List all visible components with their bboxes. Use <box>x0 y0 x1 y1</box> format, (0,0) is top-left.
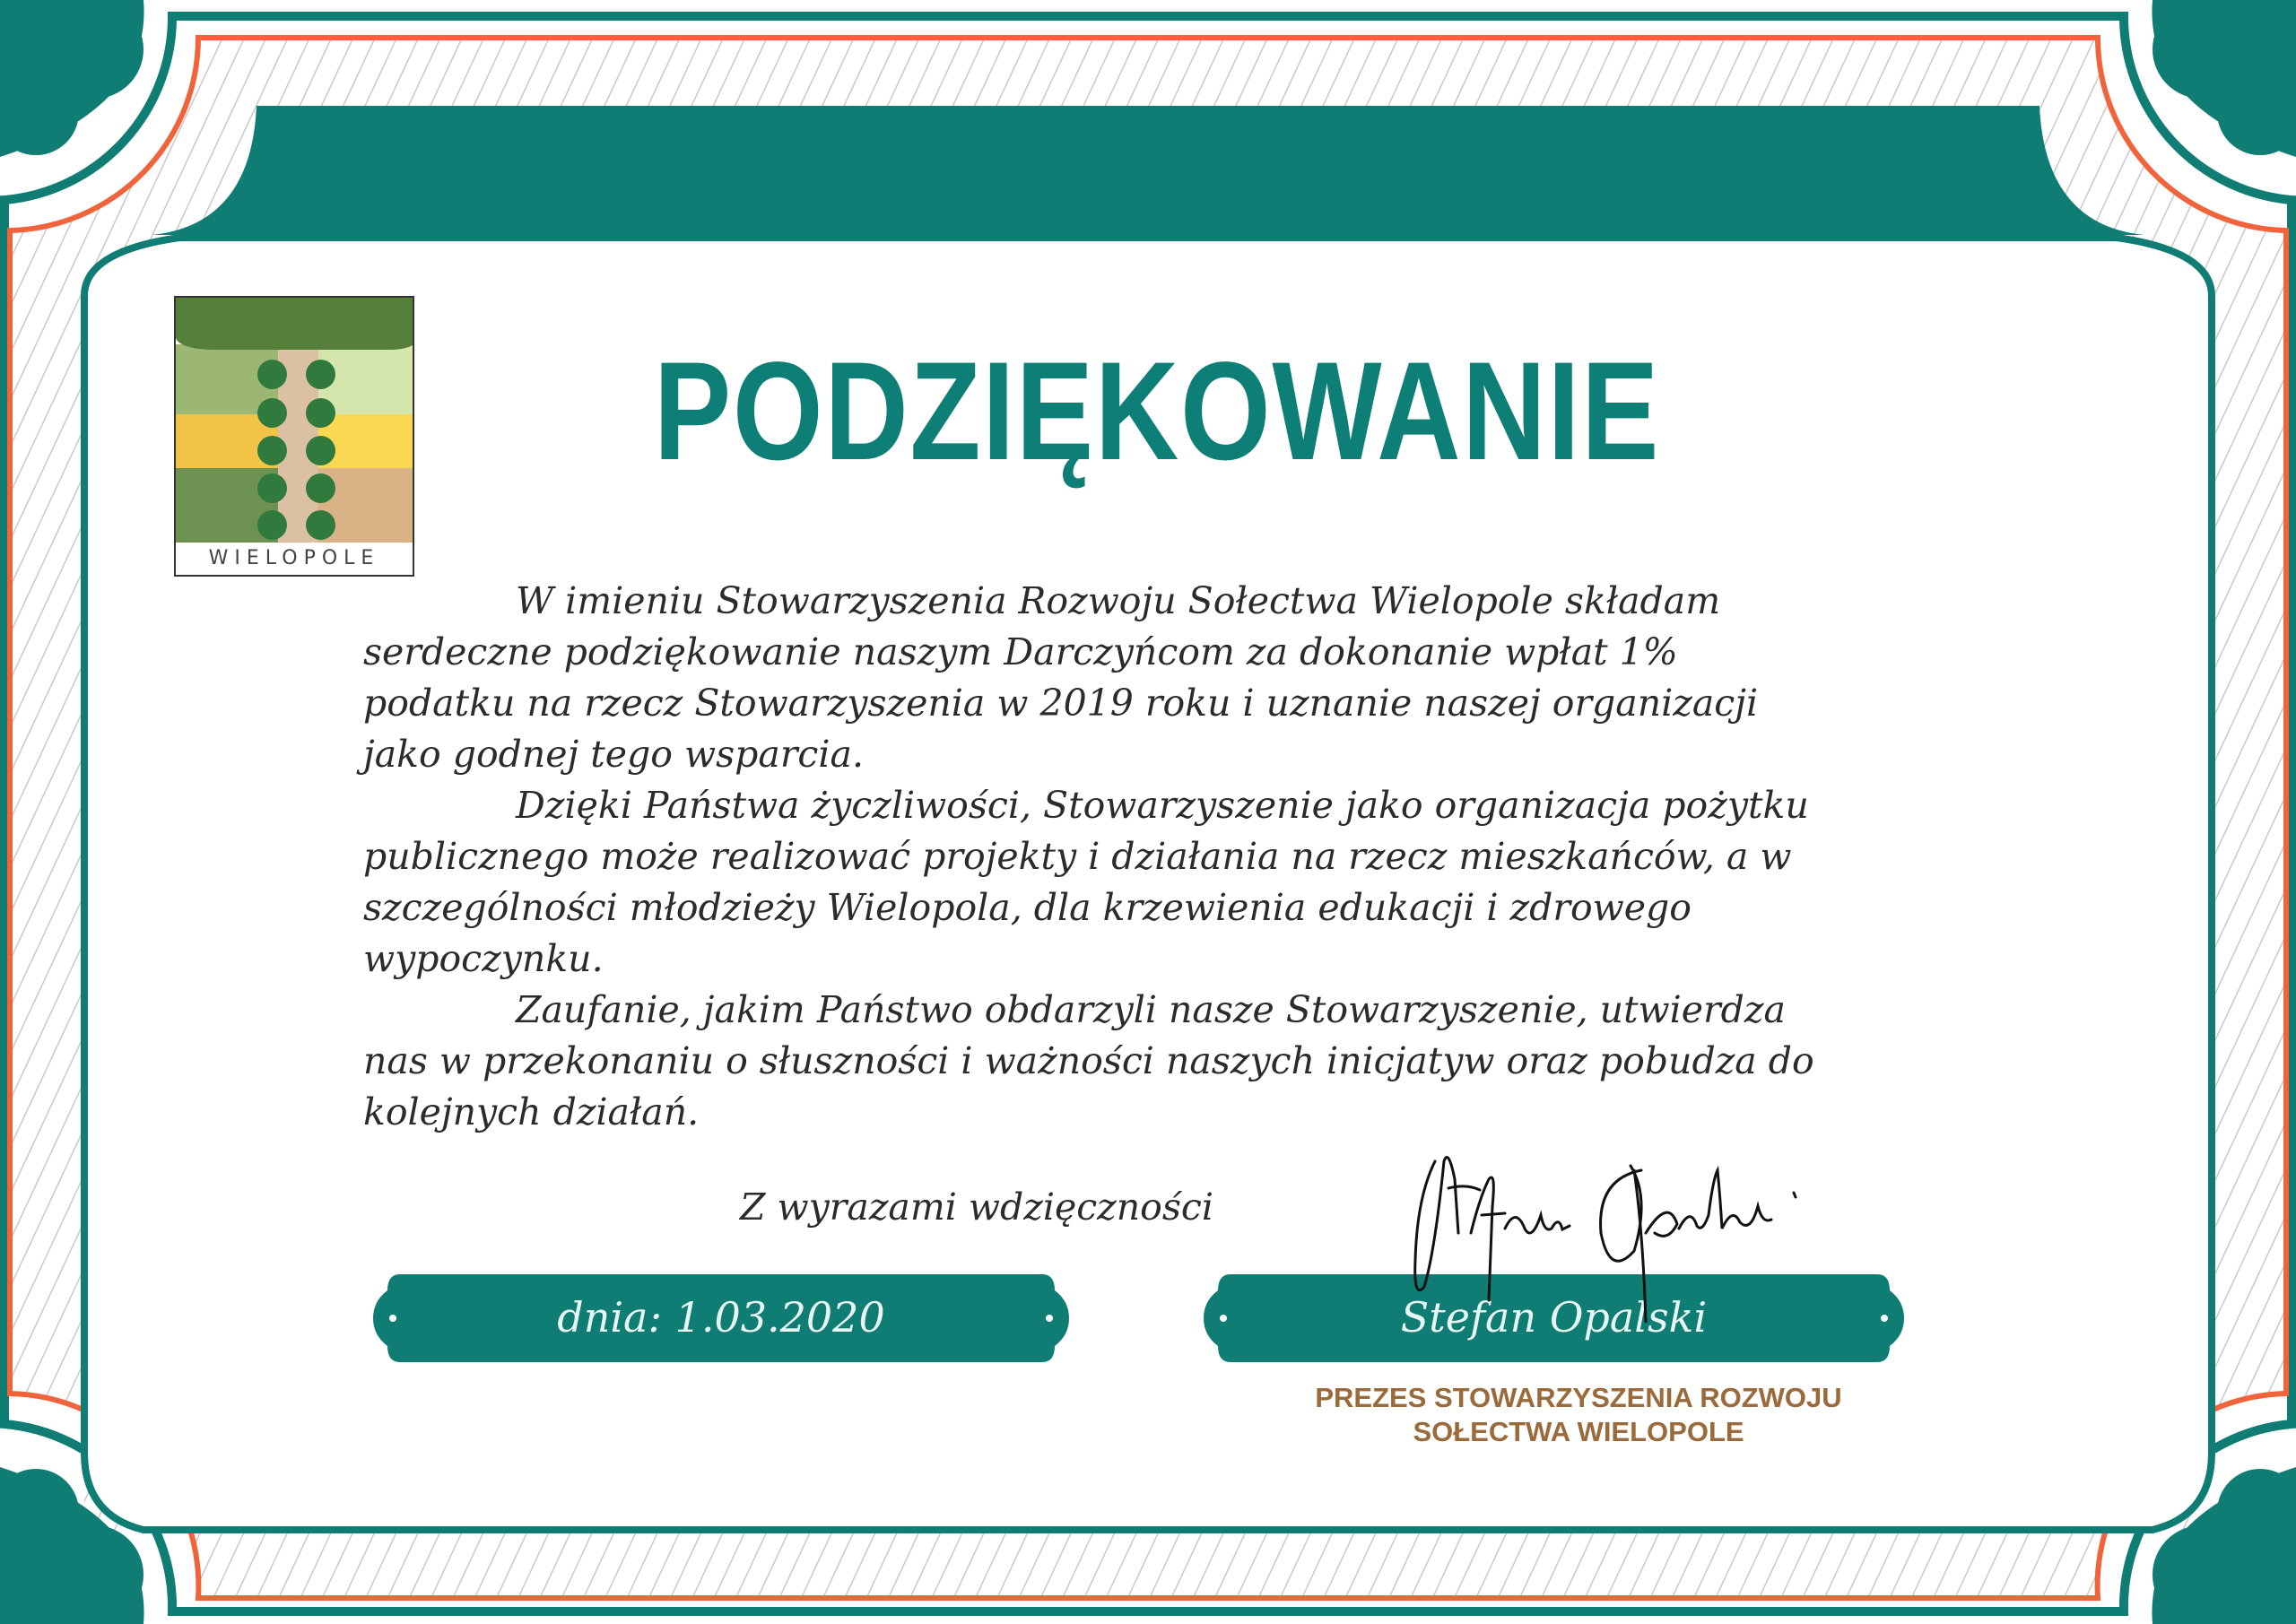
body-line: podatku na rzecz Stowarzyszenia w 2019 roku i uznanie naszej organizacji <box>363 682 1759 725</box>
body-line: jako godnej tego wsparcia. <box>363 733 864 776</box>
corner-flourish-top-left <box>0 0 144 157</box>
body-line: kolejnych działań. <box>363 1090 700 1133</box>
date-ribbon <box>373 1274 1069 1362</box>
certificate-body <box>363 576 1978 1138</box>
signatory-name: Stefan Opalski <box>1400 1293 1708 1342</box>
body-line: W imieniu Stowarzyszenia Rozwoju Sołectwa Wielopole składam <box>516 579 1721 622</box>
logo-label: WIELOPOLE <box>176 543 413 575</box>
body-line: szczególności młodzieży Wielopola, dla krzewienia edukacji i zdrowego <box>363 886 1692 929</box>
body-line: serdeczne podziękowanie naszym Darczyńcom za dokonanie wpłat 1% <box>363 630 1678 673</box>
closing-phrase: Z wyrazami wdzięczności <box>740 1185 1213 1229</box>
role-line: PREZES STOWARZYSZENIA ROZWOJU <box>1315 1382 1842 1413</box>
role-line: SOŁECTWA WIELOPOLE <box>1413 1416 1744 1447</box>
signatory-role <box>1220 1381 1937 1449</box>
corner-flourish-top-right <box>2152 0 2296 157</box>
body-line: publicznego może realizować projekty i działania na rzecz mieszkańców, a w <box>363 835 1792 878</box>
header-bar <box>152 106 2144 235</box>
body-line: wypoczynku. <box>363 937 604 980</box>
body-line: Zaufanie, jakim Państwo obdarzyli nasze Stowarzyszenie, utwierdza <box>516 988 1786 1031</box>
date-text: dnia: 1.03.2020 <box>557 1293 885 1342</box>
handwritten-signature <box>1399 1143 1866 1323</box>
body-line: Dzięki Państwa życzliwości, Stowarzyszenie jako organizacja pożytku <box>516 784 1809 827</box>
body-line: nas w przekonaniu o słuszności i ważności naszych inicjatyw oraz pobudza do <box>363 1039 1814 1082</box>
certificate-title: PODZIĘKOWANIE <box>653 334 1661 490</box>
